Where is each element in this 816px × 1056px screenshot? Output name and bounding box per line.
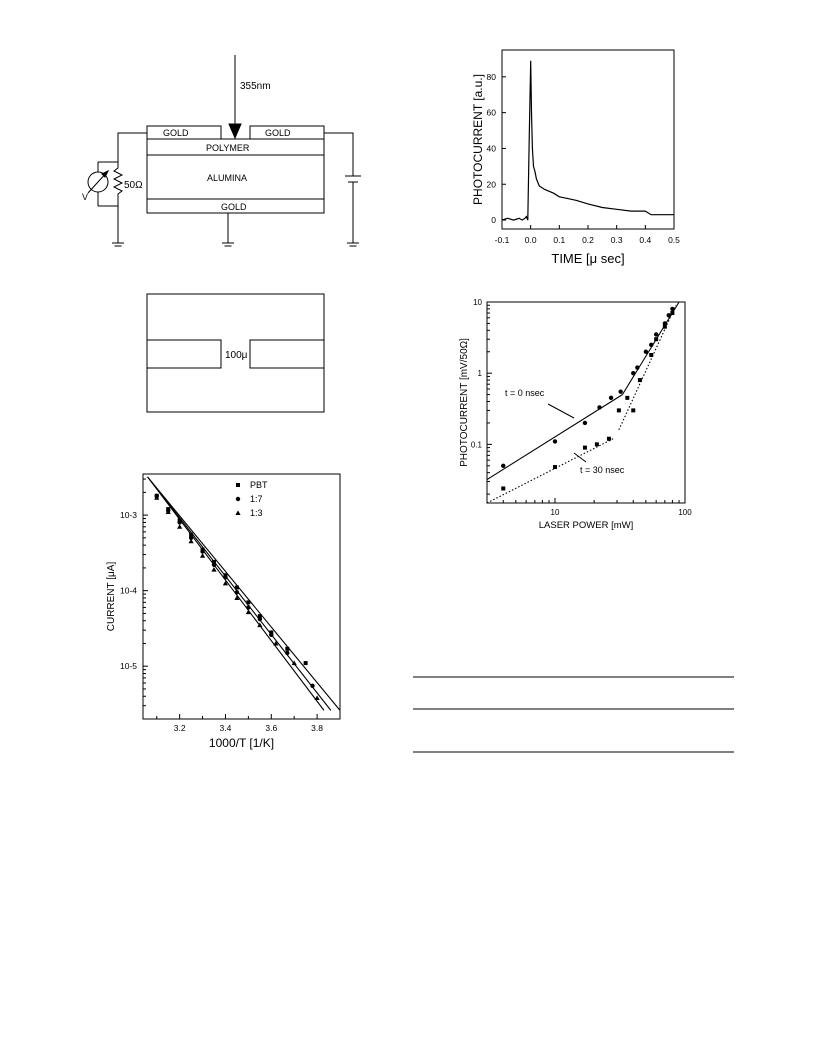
chart3-fit-line <box>148 477 340 710</box>
chart2-data-point <box>631 408 635 412</box>
chart1-x-axis-label: TIME [μ sec] <box>551 251 625 266</box>
chart2-y-tick-label: 1 <box>477 369 482 379</box>
chart3-legend-label: PBT <box>250 480 268 490</box>
chart3-data-point <box>285 647 289 651</box>
chart2-data-point <box>638 378 642 382</box>
chart1-x-tick-label: 0.3 <box>610 235 623 245</box>
chart3-x-tick-label: 3.8 <box>311 723 324 733</box>
gold-right-label: GOLD <box>265 128 291 138</box>
chart2-data-point <box>670 307 674 311</box>
chart3-data-point <box>269 633 273 637</box>
chart2-data-point <box>631 371 635 375</box>
chart2-data-point <box>667 313 671 317</box>
photocurrent-power-chart <box>459 298 692 531</box>
chart2-data-point <box>501 464 505 468</box>
chart3-x-tick-label: 3.2 <box>173 723 186 733</box>
chart1-y-axis-label: PHOTOCURRENT [a.u.] <box>471 74 485 205</box>
chart3-fit-line <box>148 477 331 710</box>
chart2-data-point <box>501 486 505 490</box>
chart2-data-point <box>609 396 613 400</box>
chart2-data-point <box>583 421 587 425</box>
wavelength-label: 355nm <box>240 81 271 92</box>
chart1-x-tick-label: 0.1 <box>553 235 566 245</box>
chart1-x-tick-label: 0.4 <box>639 235 652 245</box>
resistor-label: 50Ω <box>124 180 143 191</box>
polymer-label: POLYMER <box>206 143 250 153</box>
chart1-series-line <box>502 61 674 220</box>
voltmeter-label: V <box>82 192 89 202</box>
chart3-data-point <box>246 610 251 615</box>
photocurrent-time-chart <box>471 50 680 266</box>
chart3-legend-label: 1:7 <box>250 494 263 504</box>
chart2-x-tick-label: 100 <box>678 508 692 517</box>
chart3-legend-marker <box>235 510 240 515</box>
chart2-data-point <box>654 337 658 341</box>
chart3-data-point <box>310 684 314 688</box>
chart2-annotation-t0: t = 0 nsec <box>505 388 545 398</box>
chart3-x-tick-label: 3.4 <box>219 723 232 733</box>
chart2-x-axis-label: LASER POWER [mW] <box>538 520 634 531</box>
chart2-y-tick-label: 10 <box>473 298 482 307</box>
chart1-x-tick-label: -0.1 <box>494 235 510 245</box>
gold-left-label: GOLD <box>163 128 189 138</box>
gap-label: 100μ <box>225 350 248 361</box>
chart3-x-axis-label: 1000/T [1/K] <box>208 736 275 750</box>
chart3-data-point <box>189 539 194 544</box>
chart3-data-point <box>200 549 204 553</box>
chart3-y-tick-label: 10-4 <box>119 585 137 596</box>
left-wire <box>118 133 147 162</box>
chart3-y-axis-label: CURRENT [μA] <box>106 561 117 632</box>
chart3-data-point <box>285 651 289 655</box>
chart1-x-tick-label: 0.0 <box>524 235 537 245</box>
chart2-data-point <box>595 442 599 446</box>
chart3-data-point <box>177 520 181 524</box>
chart2-y-axis-label: PHOTOCURRENT [mV/50Ω] <box>459 338 470 467</box>
chart1-y-tick-label: 80 <box>486 71 496 82</box>
chart3-data-point <box>223 575 227 579</box>
chart3-data-point <box>235 590 239 594</box>
chart2-data-point <box>649 343 653 347</box>
right-wire <box>324 133 353 176</box>
chart2-y-tick-label: 0.1 <box>470 440 482 450</box>
top-view-diagram <box>147 294 324 412</box>
chart1-y-tick-label: 20 <box>486 179 496 190</box>
chart2-x-tick-label: 10 <box>550 508 560 517</box>
chart3-legend-marker <box>236 483 240 487</box>
chart3-data-point <box>177 524 182 529</box>
chart2-annotation-arrow-t0 <box>548 404 574 418</box>
chart3-data-point <box>304 661 308 665</box>
chart3-legend-label: 1:3 <box>250 508 263 518</box>
current-temperature-chart <box>106 474 340 750</box>
chart2-data-point <box>635 365 639 369</box>
chart2-annotation-arrow-t30 <box>574 453 586 462</box>
chart3-data-point <box>200 553 205 558</box>
chart2-data-point <box>597 405 601 409</box>
chart2-data-point <box>663 325 667 329</box>
laser-arrow-head <box>229 124 241 138</box>
right-electrode-pad <box>250 340 324 368</box>
chart1-y-tick-label: 0 <box>491 215 496 226</box>
chart2-data-point <box>625 396 629 400</box>
device-diagram <box>82 55 361 246</box>
chart2-data-point <box>654 332 658 336</box>
chart2-data-point <box>553 465 557 469</box>
chart3-x-tick-label: 3.6 <box>265 723 278 733</box>
chart3-data-point <box>212 563 216 567</box>
chart2-fit-line <box>619 305 676 430</box>
chart2-annotation-t30: t = 30 nsec <box>580 465 625 475</box>
chart2-data-point <box>649 353 653 357</box>
left-electrode-pad <box>147 340 221 368</box>
chart1-y-tick-label: 60 <box>486 107 496 118</box>
chart1-y-tick-label: 40 <box>486 143 496 154</box>
chart3-legend-marker <box>236 497 240 501</box>
alumina-label: ALUMINA <box>207 173 248 183</box>
chart3-y-tick-label: 10-3 <box>119 510 137 521</box>
chart2-data-point <box>670 311 674 315</box>
chart2-data-point <box>553 439 557 443</box>
chart2-data-point <box>618 389 622 393</box>
chart1-x-tick-label: 0.2 <box>582 235 594 245</box>
table-rules <box>413 677 734 752</box>
chart2-data-point <box>644 350 648 354</box>
chart3-y-tick-label: 10-5 <box>119 661 137 672</box>
chart3-data-point <box>246 605 250 609</box>
chart2-data-point <box>583 446 587 450</box>
resistor-icon <box>114 162 122 243</box>
chart3-data-point <box>258 617 262 621</box>
chart2-data-point <box>617 408 621 412</box>
chart3-data-point <box>246 600 250 604</box>
chart3-data-point <box>235 586 239 590</box>
chart1-x-tick-label: 0.5 <box>668 235 680 245</box>
chart2-data-point <box>607 437 611 441</box>
gold-bottom-label: GOLD <box>221 202 247 212</box>
